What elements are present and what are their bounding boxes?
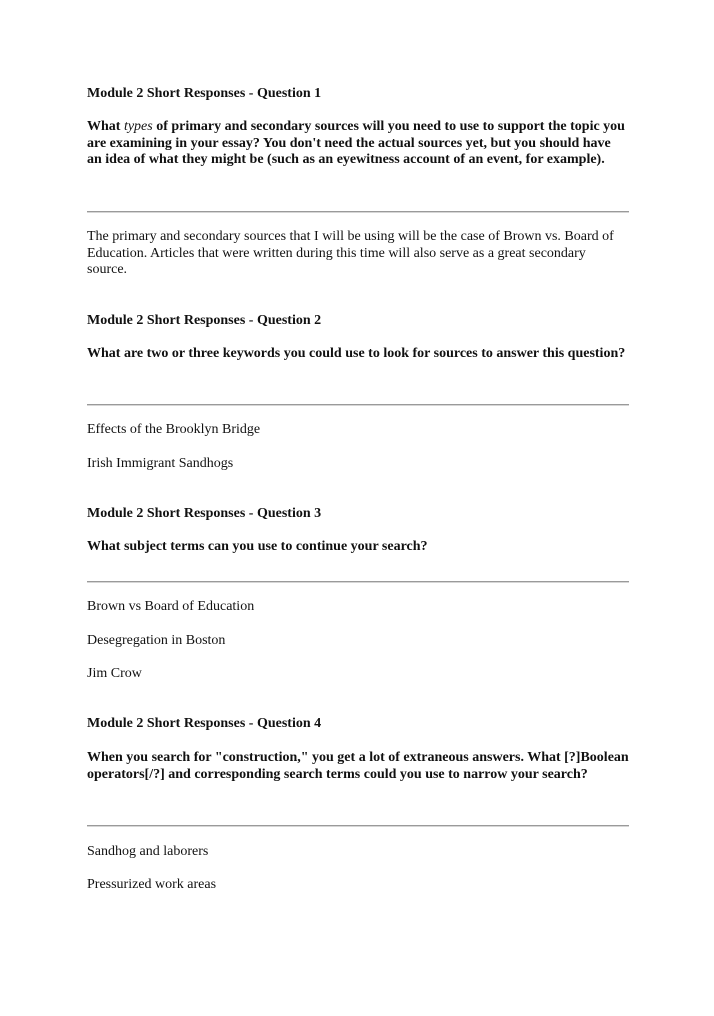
question-4-answer-1: Sandhog and laborers [87,844,209,859]
question-3-heading: Module 2 Short Responses - Question 3 [87,506,322,521]
question-2-prompt: What are two or three keywords you could use to look for sources to answer this question? [87,346,626,361]
question-1-prompt [87,119,629,169]
question-4-section [87,716,629,733]
question-4-answer-2: Pressurized work areas [87,877,217,892]
question-4-divider [87,825,629,827]
question-1-prompt-start: What [87,119,124,134]
question-1-divider [87,211,629,213]
question-2-prompt-block [87,346,629,363]
question-1-heading: Module 2 Short Responses - Question 1 [87,86,322,101]
question-3-section [87,506,629,523]
document-page [87,0,629,1016]
question-1-prompt-end: of primary and secondary sources will you need to use to support the topic you are examining in your essay? You don't need the actual sources yet, but you should have an idea of what they might be (such as an eyewitness account of an event, for example). [87,119,625,167]
question-1-section [87,86,629,103]
question-3-divider [87,581,629,583]
question-1-prompt-block [87,119,629,169]
question-3-answer-1: Brown vs Board of Education [87,599,255,614]
question-1-answer-1: The primary and secondary sources that I will be using will be the case of Brown vs. Board of Education. Articles that were written during this time will also serve as a great secondary source. [87,229,614,277]
question-4-prompt-block [87,750,629,783]
question-2-answer-2: Irish Immigrant Sandhogs [87,456,234,471]
question-3-answer-2: Desegregation in Boston [87,633,226,648]
question-3-prompt-block [87,539,629,556]
question-2-heading: Module 2 Short Responses - Question 2 [87,313,322,328]
question-2-divider [87,404,629,406]
question-4-heading: Module 2 Short Responses - Question 4 [87,716,322,731]
question-2-answer-1: Effects of the Brooklyn Bridge [87,422,261,437]
question-3-prompt: What subject terms can you use to continue your search? [87,539,428,554]
question-2-section [87,313,629,330]
question-3-answer-3: Jim Crow [87,666,142,681]
question-1-prompt-emphasis: types [123,119,153,134]
question-4-prompt: When you search for "construction," you get a lot of extraneous answers. What [?]Boolean operators[/?] and corresponding search terms could you use to narrow your search? [87,750,629,782]
